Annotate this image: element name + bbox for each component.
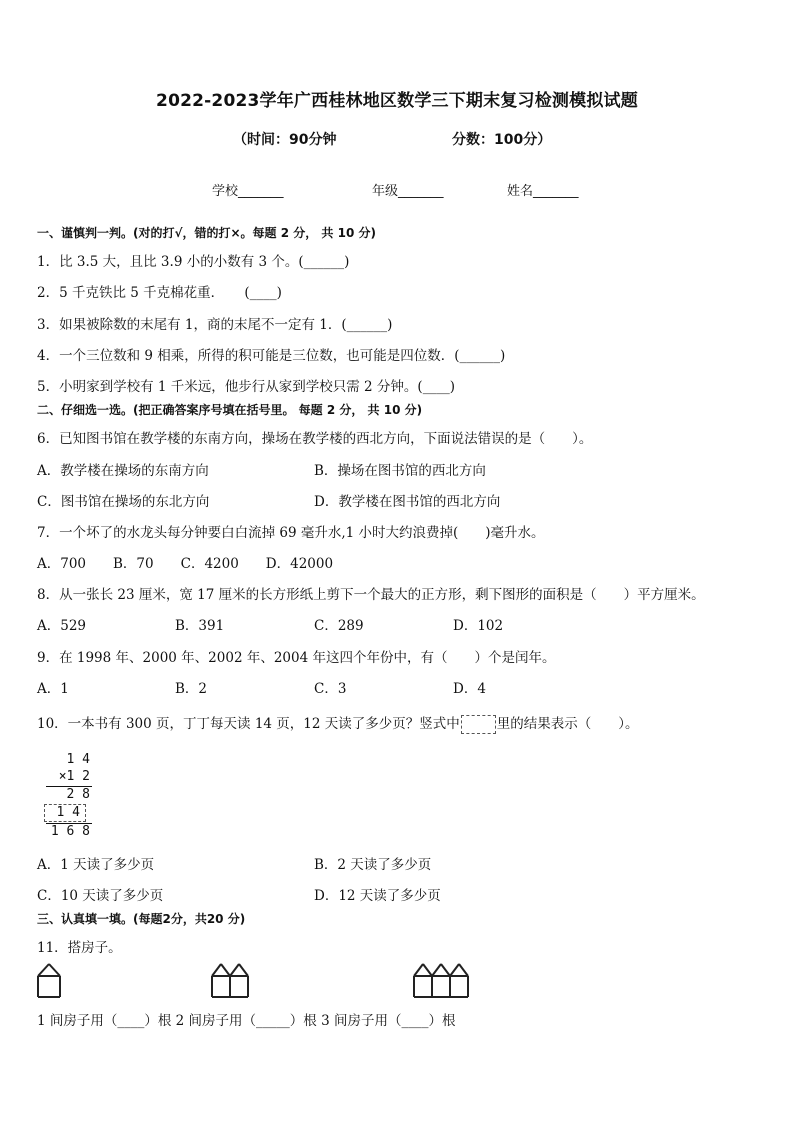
question-8-option-b[interactable]: B．391	[175, 618, 225, 634]
section-2-heading: 二、仔细选一选。(把正确答案序号填在括号里。 每题 2 分， 共 10 分)	[37, 403, 423, 417]
page-title: 2022-2023学年广西桂林地区数学三下期末复习检测模拟试题	[156, 91, 638, 111]
matchstick-house-3-icon	[412, 962, 470, 1000]
partial-product-1: 2 8	[66, 787, 90, 802]
question-9-option-a[interactable]: A．1	[37, 681, 69, 697]
school-field[interactable]: 学校_______	[212, 184, 284, 199]
multiplicand: 1 4	[66, 752, 90, 767]
question-10-option-b[interactable]: B．2 天读了多少页	[314, 857, 432, 873]
question-6-option-a[interactable]: A．教学楼在操场的东南方向	[37, 463, 209, 479]
question-8: 8．从一张长 23 厘米，宽 17 厘米的长方形纸上剪下一个最大的正方形，剩下图形的面积是（ ）平方厘米。	[37, 587, 705, 603]
question-10-text-before: 10．一本书有 300 页，丁丁每天读 14 页，12 天读了多少页？竖式中	[37, 716, 460, 732]
matchstick-house-1-icon	[36, 962, 62, 1000]
section-3-heading: 三、认真填一填。(每题2分，共20 分)	[37, 912, 246, 926]
question-11-fill[interactable]: 1 间房子用（____）根 2 间房子用（_____）根 3 间房子用（____）根	[37, 1013, 456, 1029]
question-6-option-b[interactable]: B．操场在图书馆的西北方向	[314, 463, 486, 479]
partial-product-2: 1 4	[56, 805, 80, 820]
question-1: 1．比 3.5 大，且比 3.9 小的小数有 3 个。(______)	[37, 254, 350, 270]
product: 1 6 8	[50, 824, 90, 839]
question-10	[37, 712, 639, 734]
question-10-option-d[interactable]: D．12 天读了多少页	[314, 888, 441, 904]
question-9-option-c[interactable]: C．3	[314, 681, 347, 697]
total-score: 分数：100分）	[452, 132, 552, 148]
question-10-text-after: 里的结果表示（ ）。	[496, 716, 639, 732]
question-5: 5．小明家到学校有 1 千米远，他步行从家到学校只需 2 分钟。(____)	[37, 379, 455, 395]
question-6: 6．已知图书馆在教学楼的东南方向，操场在教学楼的西北方向，下面说法错误的是（ ）。	[37, 431, 593, 447]
section-1-heading: 一、谨慎判一判。(对的打√，错的打×。每题 2 分， 共 10 分)	[37, 226, 376, 240]
question-8-option-a[interactable]: A．529	[37, 618, 87, 634]
question-8-option-d[interactable]: D．102	[453, 618, 504, 634]
question-7-options[interactable]: A．700 B．70 C．4200 D．42000	[37, 556, 334, 572]
grade-field[interactable]: 年级_______	[372, 184, 444, 199]
question-4: 4．一个三位数和 9 相乘，所得的积可能是三位数，也可能是四位数．(______)	[37, 348, 506, 364]
question-10-option-a[interactable]: A．1 天读了多少页	[37, 857, 155, 873]
question-6-option-d[interactable]: D．教学楼在图书馆的西北方向	[314, 494, 501, 510]
dashed-box-icon	[461, 715, 496, 734]
question-9-option-d[interactable]: D．4	[453, 681, 486, 697]
question-3: 3．如果被除数的末尾有 1，商的末尾不一定有 1．(______)	[37, 317, 393, 333]
question-8-option-c[interactable]: C．289	[314, 618, 364, 634]
question-7: 7．一个坏了的水龙头每分钟要白白流掉 69 毫升水,1 小时大约浪费掉( )毫升水。	[37, 525, 545, 541]
question-11: 11．搭房子。	[37, 940, 122, 956]
name-field[interactable]: 姓名_______	[507, 184, 579, 199]
multiplier: ×1 2	[58, 769, 90, 784]
question-9-option-b[interactable]: B．2	[175, 681, 208, 697]
time-limit: （时间：90分钟	[233, 132, 337, 148]
question-9: 9．在 1998 年、2000 年、2002 年、2004 年这四个年份中，有（ ）个是闰年。	[37, 650, 556, 666]
question-2: 2．5 千克铁比 5 千克棉花重． (____)	[37, 285, 282, 301]
question-10-option-c[interactable]: C．10 天读了多少页	[37, 888, 164, 904]
vertical-multiplication	[44, 752, 94, 840]
highlight-dashed-box	[44, 804, 86, 822]
matchstick-house-2-icon	[210, 962, 252, 1000]
question-6-option-c[interactable]: C．图书馆在操场的东北方向	[37, 494, 210, 510]
